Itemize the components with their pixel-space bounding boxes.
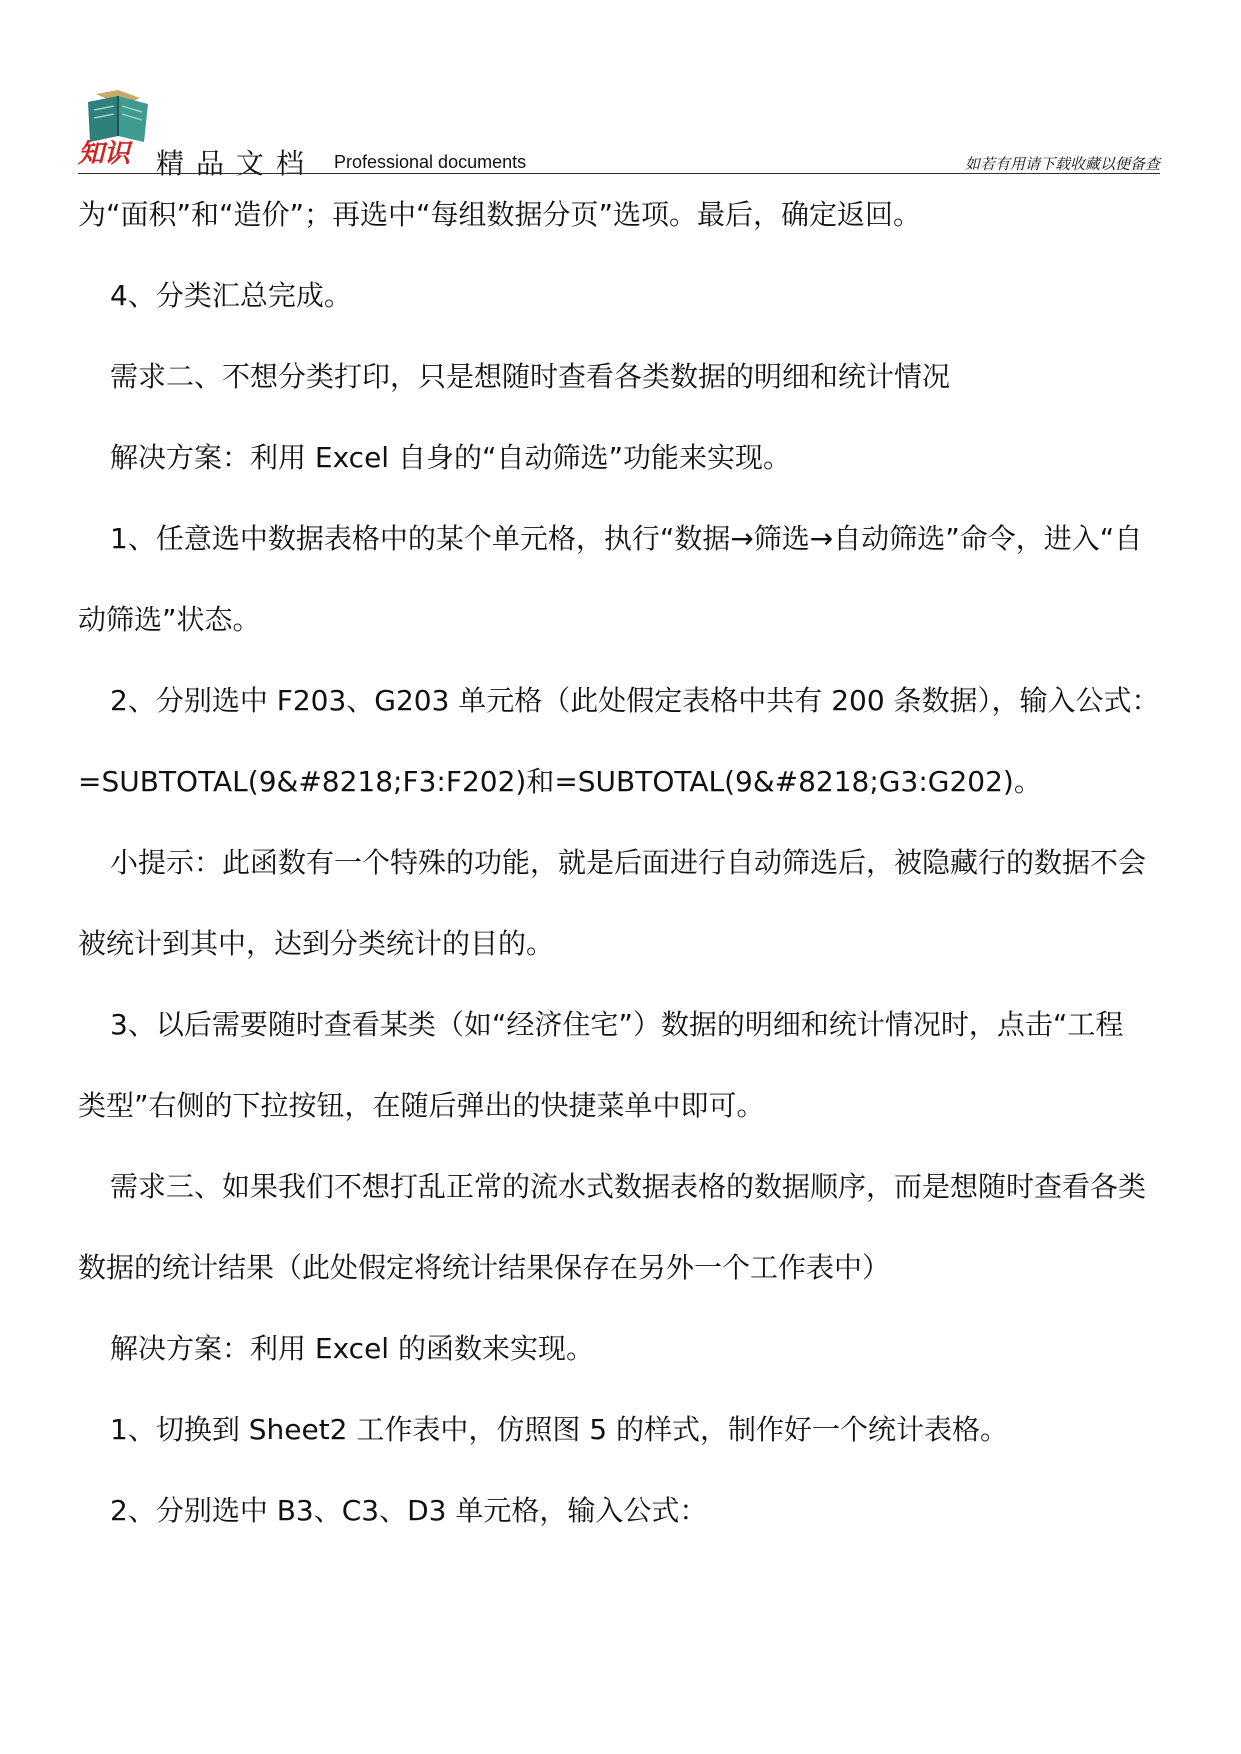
- header-note: 如若有用请下载收藏以便备查: [964, 155, 1160, 173]
- section-heading: 需求三、如果我们不想打乱正常的流水式数据表格的数据顺序，而是想随时查看各类: [110, 1170, 1147, 1203]
- page-header: [78, 86, 1160, 180]
- document-body: [78, 195, 1194, 1572]
- zhishi-book-logo-icon: [78, 86, 158, 170]
- paragraph-line: 4、分类汇总完成。: [110, 279, 352, 312]
- paragraph-line: 1、切换到 Sheet2 工作表中，仿照图 5 的样式，制作好一个统计表格。: [110, 1413, 1008, 1446]
- brand-title: 精品文档: [156, 147, 317, 180]
- paragraph-line: 3、以后需要随时查看某类（如“经济住宅”）数据的明细和统计情况时，点击“工程: [110, 1008, 1124, 1041]
- paragraph-line: 解决方案：利用 Excel 的函数来实现。: [110, 1332, 594, 1365]
- svg-text:知识: 知识: [78, 139, 131, 169]
- paragraph-line: 动筛选”状态。: [78, 603, 261, 636]
- paragraph-line: 类型”右侧的下拉按钮，在随后弹出的快捷菜单中即可。: [78, 1089, 765, 1122]
- tip-line: 小提示：此函数有一个特殊的功能，就是后面进行自动筛选后，被隐藏行的数据不会: [110, 846, 1147, 879]
- paragraph-line: 2、分别选中 B3、C3、D3 单元格，输入公式：: [110, 1494, 708, 1527]
- paragraph-line: 1、任意选中数据表格中的某个单元格，执行“数据→筛选→自动筛选”命令，进入“自: [110, 522, 1143, 555]
- paragraph-line: 被统计到其中，达到分类统计的目的。: [78, 927, 555, 960]
- section-heading: 需求二、不想分类打印，只是想随时查看各类数据的明细和统计情况: [110, 360, 951, 393]
- header-divider: [78, 173, 1160, 174]
- brand-subtitle: Professional documents: [334, 152, 527, 172]
- formula-line: =SUBTOTAL(9&#8218;F3:F202)和=SUBTOTAL(9&#8218;G3:G202)。: [78, 765, 1042, 798]
- paragraph-line: 2、分别选中 F203、G203 单元格（此处假定表格中共有 200 条数据），输入公式：: [110, 684, 1160, 717]
- paragraph-line: 为“面积”和“造价”；再选中“每组数据分页”选项。最后，确定返回。: [78, 198, 922, 231]
- paragraph-line: 数据的统计结果（此处假定将统计结果保存在另外一个工作表中）: [78, 1251, 891, 1284]
- paragraph-line: 解决方案：利用 Excel 自身的“自动筛选”功能来实现。: [110, 441, 791, 474]
